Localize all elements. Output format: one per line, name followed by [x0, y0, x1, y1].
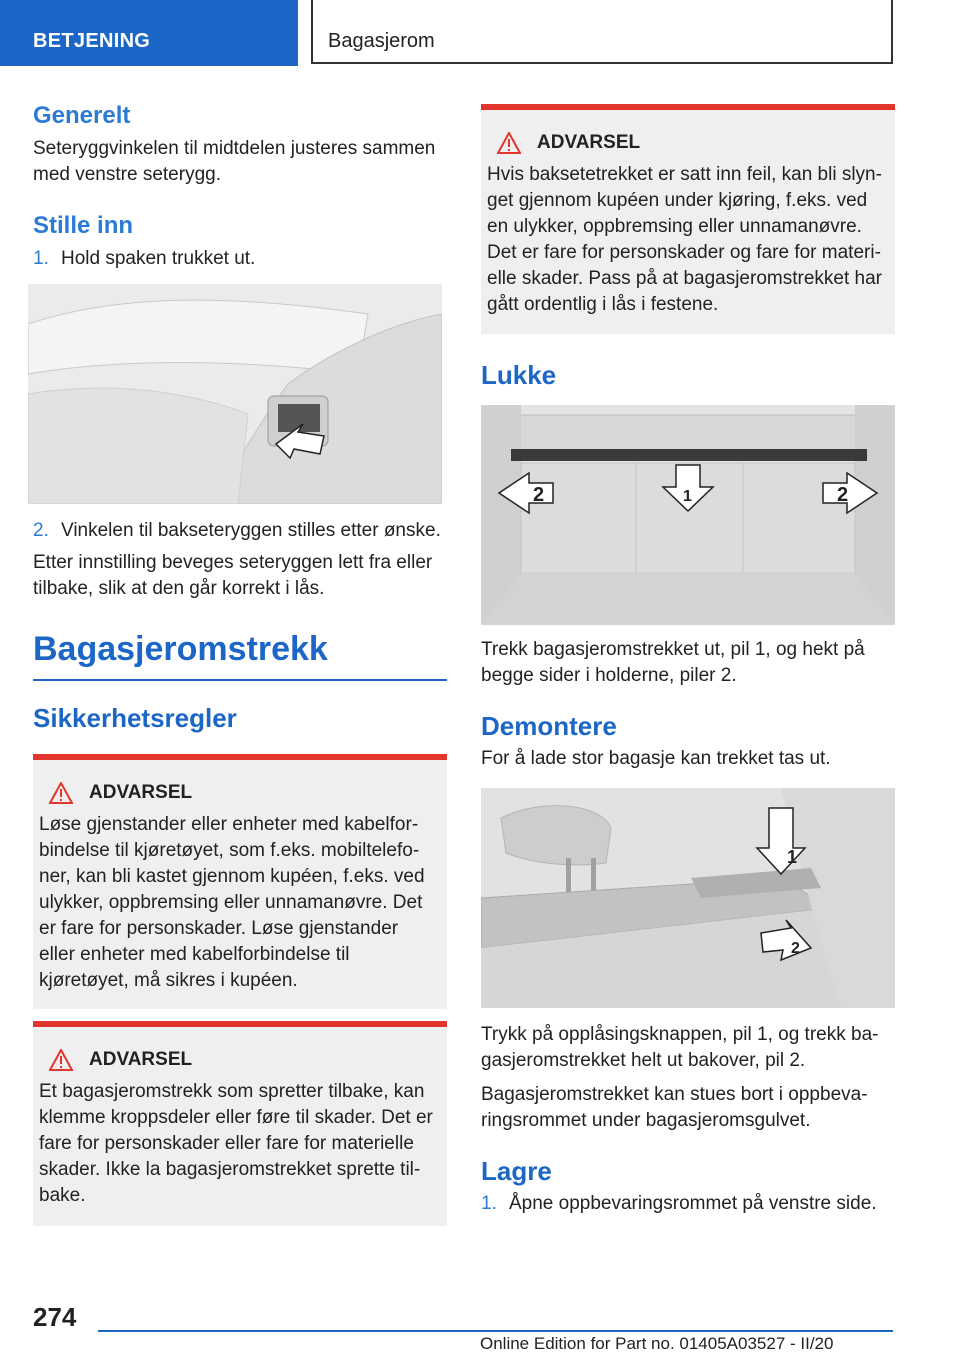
warning-2-text: Et bagasjeromstrekk som spretter tilbake, kan klemme kroppsdeler eller føre til skader. Det er fare for personskader eller fare for materielle skader. Ikke la bagasjeromstrekket sprette tilbake. [39, 1081, 433, 1206]
stues-text: Bagasjeromstrekket kan stues bort i oppbevaringsrommet under bagasjeromsgulvet. [481, 1084, 868, 1131]
sikkerhet-heading: Sikkerhetsregler [33, 703, 237, 733]
figure-1-label-2-right: 2 [837, 484, 849, 506]
warning-3-title [497, 132, 885, 154]
step-2-number: 2. [33, 520, 49, 541]
lukke-text: Trekk bagasjeromstrekket ut, pil 1, og hekt på begge sider i holderne, piler 2. [481, 639, 865, 686]
lever-figure [28, 284, 442, 504]
step-1 [33, 246, 447, 272]
cover-remove-figure [481, 788, 895, 1008]
warning-1-label: ADVARSEL [89, 782, 193, 803]
generelt-heading: Generelt [33, 102, 131, 129]
lagre-step-1 [481, 1191, 895, 1217]
step-1-text: Hold spaken trukket ut. [61, 248, 256, 269]
after-adjust-text: Etter innstilling beveges seteryggen lett fra eller tilbake, slik at den går korrekt i lås. [33, 552, 433, 599]
warning-box-3 [481, 104, 895, 334]
lever-illustration [28, 284, 442, 504]
warning-3-text: Hvis baksetetrekket er satt inn feil, kan bli slynget gjennom kupéen under kjøring, f.eks. ved en ulykker, oppbremsing eller unnamanøvre. Det er fare for personskader og fare for materielle skader. Pass på at bagasjeromstrekket har gått ordentlig i lås i festene. [487, 164, 882, 315]
figure-1-label-1: 1 [683, 488, 692, 505]
step-1-number: 1. [33, 248, 49, 269]
footer-rule [98, 1330, 893, 1332]
lukke-heading: Lukke [481, 360, 557, 390]
figure-2-label-1: 1 [787, 847, 798, 867]
trykk-text: Trykk på opplåsingsknappen, pil 1, og trekk bagasjeromstrekket helt ut bakover, pil 2. [481, 1024, 879, 1071]
step-2 [33, 518, 447, 544]
lagre-step-1-number: 1. [481, 1193, 497, 1214]
demontere-text: For å lade stor bagasje kan trekket tas ut. [481, 748, 831, 769]
warning-1-title [49, 782, 437, 804]
cover-close-figure [481, 405, 895, 625]
lagre-heading: Lagre [481, 1156, 552, 1186]
warning-3-label: ADVARSEL [537, 132, 641, 153]
lagre-step-1-text: Åpne oppbevaringsrommet på venstre side. [509, 1193, 877, 1214]
page-number: 274 [33, 1302, 77, 1332]
generelt-text: Seteryggvinkelen til midtdelen justeres sammen med venstre seterygg. [33, 138, 436, 185]
chapter-label: Bagasjerom [328, 30, 435, 52]
demontere-heading: Demontere [481, 711, 617, 741]
warning-box-1 [33, 754, 447, 1009]
right-column [481, 100, 895, 1217]
section-label: BETJENING [33, 30, 151, 52]
figure-2-label-2: 2 [791, 940, 800, 957]
warning-box-2 [33, 1021, 447, 1226]
heading-rule [33, 679, 447, 681]
warning-2-label: ADVARSEL [89, 1049, 193, 1070]
chapter-box [311, 0, 893, 64]
step-2-text: Vinkelen til bakseteryggen stilles etter ønske. [61, 520, 441, 541]
main-heading: Bagasjeromstrekk [33, 630, 328, 668]
warning-triangle-icon [497, 132, 521, 154]
warning-1-text: Løse gjenstander eller enheter med kabelforbindelse til kjøretøyet, som f.eks. mobiltelefoner, kan bli kastet gjennom kupéen, f.eks. ved ulykker, oppbremsing eller unnamanøvre. Det er fare for personskader. Løse gjenstander eller enheter med kabelforbindelse til kjøretøyet, må sikres i kupéen. [39, 814, 425, 991]
stille-inn-heading: Stille inn [33, 212, 134, 239]
warning-triangle-icon [49, 1049, 73, 1071]
cover-remove-illustration [481, 788, 895, 1008]
edition-text: Online Edition for Part no. 01405A03527 - II/20 [480, 1334, 834, 1353]
warning-2-title [49, 1049, 437, 1071]
figure-1-label-2-left: 2 [533, 484, 545, 506]
section-tab [0, 0, 298, 66]
cover-close-illustration [481, 405, 895, 625]
left-column [33, 100, 447, 1226]
warning-triangle-icon [49, 782, 73, 804]
